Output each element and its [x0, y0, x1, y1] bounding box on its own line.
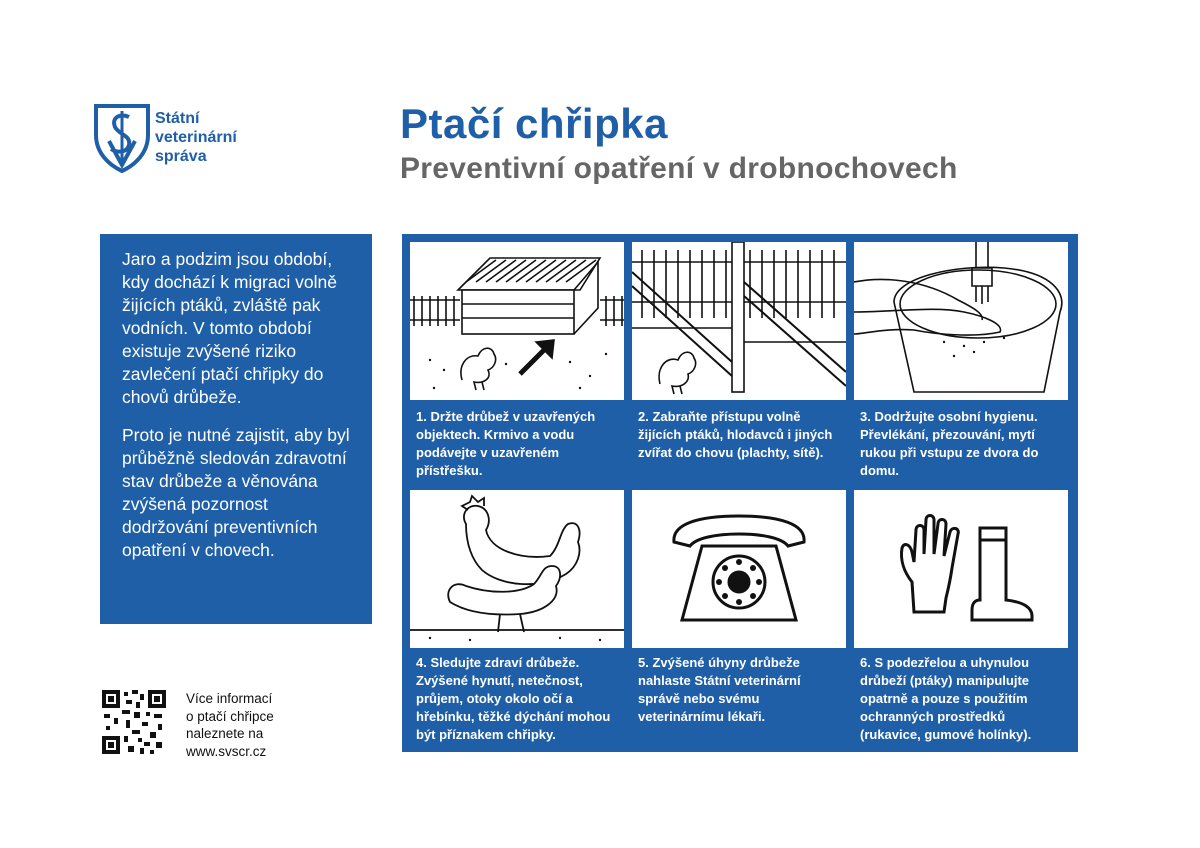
handwash-icon	[854, 242, 1068, 400]
step-text-6: 6. S podezřelou a uhynulou drůbeží (ptáky) manipulujte opatrně a pouze s použitím ochranných prostředků (rukavice, gumové holínky).	[860, 655, 1032, 742]
steps-grid	[402, 234, 1078, 752]
qr-code[interactable]	[102, 690, 166, 754]
logo-line-1: Státní	[155, 110, 200, 127]
step-text-3: 3. Dodržujte osobní hygienu. Převlékání, přezouvání, mytí rukou při vstupu ze dvora do domu.	[860, 409, 1039, 478]
svs-logo	[93, 103, 273, 175]
page-subtitle: Preventivní opatření v drobnochovech	[400, 152, 958, 185]
more-info-line-1: Více informací	[186, 691, 273, 706]
step-text-4: 4. Sledujte zdraví drůbeže. Zvýšené hynutí, netečnost, průjem, otoky okolo očí a hřebínku, těžké dýchání mohou být příznakem chřipky.	[416, 655, 611, 742]
website-link[interactable]: www.svscr.cz	[186, 743, 267, 759]
info-paragraph-1: Jaro a podzim jsou období, kdy dochází k migraci volně žijících ptáků, zvláště pak vodních. V tomto období existuje zvýšené riziko zavlečení ptačí chřipky do chovů drůbeže.	[122, 249, 337, 407]
step-text-1: 1. Držte drůbež v uzavřených objektech. Krmivo a vodu podávejte v uzavřeném přístřešku.	[416, 409, 596, 478]
step-text-2: 2. Zabraňte přístupu volně žijících ptáků, hlodavců i jiných zvířat do chovu (plachty, sítě).	[638, 409, 833, 460]
henhouse-icon	[410, 242, 624, 400]
more-info-text	[186, 690, 274, 760]
logo-line-3: správa	[155, 148, 207, 165]
chickens-icon	[410, 490, 624, 648]
info-paragraph-2: Proto je nutné zajistit, aby byl průběžně sledován zdravotní stav drůbeže a věnována zvýšená pozornost dodržování preventivních opatření v chovech.	[122, 425, 350, 560]
logo-text	[155, 109, 237, 166]
logo-line-2: veterinární	[155, 129, 237, 146]
more-info-line-2: o ptačí chřipce	[186, 708, 274, 724]
qr-code-icon	[102, 690, 166, 754]
more-info-line-3: naleznete na	[186, 726, 264, 741]
info-box	[100, 234, 372, 624]
step-text-5: 5. Zvýšené úhyny drůbeže nahlaste Státní veterinární správě nebo svému veterinárnímu lékaři.	[638, 655, 801, 724]
gloves-boots-icon	[854, 490, 1068, 648]
page-title: Ptačí chřipka	[400, 100, 668, 147]
telephone-icon	[632, 490, 846, 648]
shield-logo-icon	[93, 103, 151, 173]
fence-icon	[632, 242, 846, 400]
